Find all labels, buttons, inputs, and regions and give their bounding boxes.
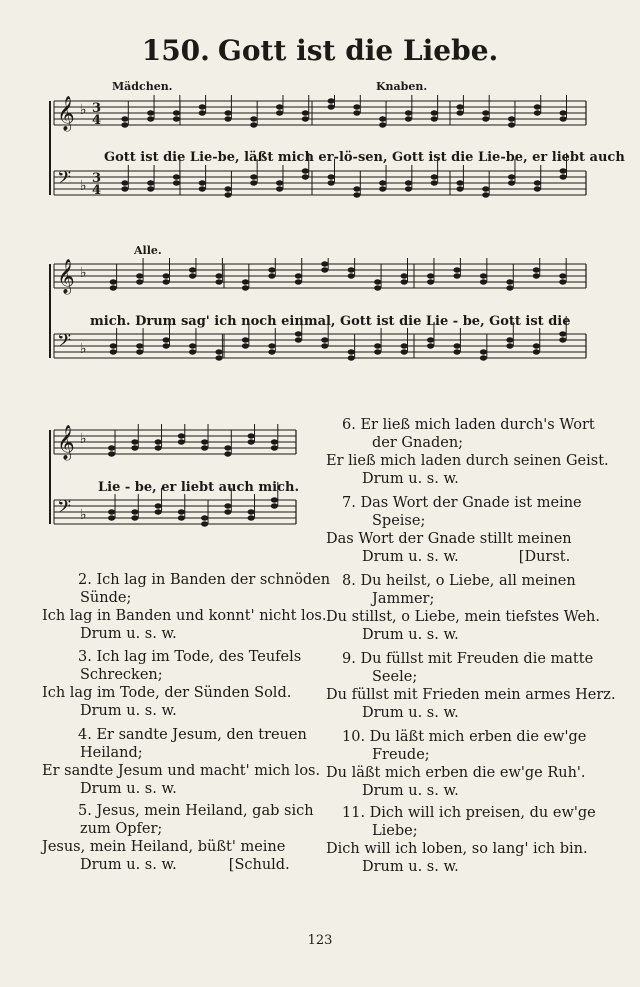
note-head [353, 192, 360, 197]
note-head [136, 279, 143, 284]
note-head [508, 122, 515, 127]
note-head [506, 285, 513, 290]
bass-clef-icon: 𝄢 [57, 168, 72, 193]
note-head [201, 515, 208, 520]
note-head [405, 186, 412, 191]
verse-11: 11. Dich will ich preisen, du ew'ge Liebe; Dich will ich loben, so lang' ich bin. Drum u. s. w. [326, 805, 596, 875]
note-head [427, 343, 434, 348]
note-head [121, 180, 128, 185]
note-head [348, 273, 355, 278]
note-head [508, 174, 515, 179]
note-head [163, 273, 170, 278]
page-number: 123 [307, 933, 333, 948]
note-head [215, 279, 222, 284]
flat-icon: ♭ [80, 265, 87, 281]
verse-6: 6. Er ließ mich laden durch's Wort der Gnaden; Er ließ mich laden durch seinen Geist. Drum u. s. w. [326, 417, 609, 487]
note-head [374, 343, 381, 348]
note-head [224, 192, 231, 197]
note-head [201, 445, 208, 450]
note-head [321, 261, 328, 266]
note-head [456, 104, 463, 109]
note-head [178, 509, 185, 514]
note-head [427, 337, 434, 342]
note-head [224, 186, 231, 191]
note-head [271, 503, 278, 508]
note-head [431, 116, 438, 121]
note-head [224, 445, 231, 450]
note-head [268, 343, 275, 348]
note-head [199, 110, 206, 115]
note-head [295, 273, 302, 278]
note-head [248, 509, 255, 514]
note-head [321, 343, 328, 348]
note-head [250, 174, 257, 179]
lyric-line-3: Lie - be, er liebt auch mich. [98, 480, 299, 495]
note-head [155, 503, 162, 508]
note-head [453, 343, 460, 348]
note-head [534, 104, 541, 109]
note-head [506, 279, 513, 284]
note-head [199, 180, 206, 185]
note-head [178, 433, 185, 438]
note-head [201, 521, 208, 526]
flat-icon: ♭ [80, 102, 87, 118]
note-head [276, 186, 283, 191]
note-head [248, 433, 255, 438]
note-head [110, 343, 117, 348]
note-head [110, 349, 117, 354]
note-head [534, 186, 541, 191]
note-head [374, 285, 381, 290]
note-head [189, 267, 196, 272]
voice-label-maedchen: Mädchen. [112, 80, 173, 93]
note-head [108, 509, 115, 514]
note-head [533, 349, 540, 354]
note-head [131, 439, 138, 444]
note-head [131, 509, 138, 514]
note-head [534, 110, 541, 115]
treble-clef-icon: 𝄞 [57, 96, 75, 131]
note-head [242, 279, 249, 284]
note-head [560, 110, 567, 115]
verse-3: 3. Ich lag im Tode, des Teufels Schrecken; Ich lag im Tode, der Sünden Sold. Drum u. s. w. [42, 649, 302, 719]
verse-5: 5. Jesus, mein Heiland, gab sich zum Opfer; Jesus, mein Heiland, büßt' meine Drum u. s. w. [Schuld. [42, 803, 314, 873]
note-head [155, 439, 162, 444]
note-head [201, 439, 208, 444]
note-head [328, 98, 335, 103]
note-head [108, 445, 115, 450]
note-head [401, 273, 408, 278]
note-head [163, 343, 170, 348]
note-head [163, 279, 170, 284]
note-head [268, 267, 275, 272]
note-head [302, 110, 309, 115]
note-head [482, 192, 489, 197]
note-head [379, 122, 386, 127]
note-head [131, 445, 138, 450]
note-head [559, 279, 566, 284]
hymn-number: 150. [141, 34, 210, 67]
note-head [480, 355, 487, 360]
flat-icon: ♭ [80, 341, 87, 357]
note-head [427, 273, 434, 278]
note-head [321, 337, 328, 342]
verse-9: 9. Du füllst mit Freuden die matte Seele; Du füllst mit Frieden mein armes Herz. Drum u. s. w. [326, 651, 616, 721]
note-head [431, 110, 438, 115]
bass-clef-icon: 𝄢 [57, 331, 72, 356]
note-head [508, 180, 515, 185]
note-head [353, 110, 360, 115]
note-head [215, 273, 222, 278]
note-head [482, 110, 489, 115]
note-head [508, 116, 515, 121]
note-head [559, 273, 566, 278]
note-head [453, 267, 460, 272]
verse-4: 4. Er sandte Jesum, den treuen Heiland; Er sandte Jesum und macht' mich los. Drum u. s. w. [42, 727, 321, 797]
note-head [224, 503, 231, 508]
verse-8: 8. Du heilst, o Liebe, all meinen Jammer; Du stillst, o Liebe, mein tiefstes Weh. Drum u. s. w. [326, 573, 600, 643]
flat-icon: ♭ [80, 178, 87, 194]
note-head [453, 273, 460, 278]
note-head [401, 343, 408, 348]
hymn-title-text: Gott ist die Liebe. [217, 34, 499, 67]
note-head [250, 180, 257, 185]
note-head [379, 186, 386, 191]
verse-7: 7. Das Wort der Gnade ist meine Speise; Das Wort der Gnade stillt meinen Drum u. s. w. [Durst. [326, 495, 582, 565]
note-head [250, 122, 257, 127]
note-head [405, 180, 412, 185]
note-head [482, 116, 489, 121]
note-head [224, 509, 231, 514]
note-head [147, 180, 154, 185]
note-head [271, 445, 278, 450]
verse-2: 2. Ich lag in Banden der schnöden Sünde; Ich lag in Banden und konnt' nicht los. Drum u. s. w. [42, 572, 331, 642]
note-head [224, 110, 231, 115]
note-head [321, 267, 328, 272]
voice-label-knaben: Knaben. [376, 80, 428, 93]
note-head [405, 110, 412, 115]
note-head [147, 186, 154, 191]
note-head [559, 331, 566, 336]
note-head [480, 279, 487, 284]
note-head [560, 168, 567, 173]
time-signature: 3 [92, 101, 102, 116]
note-head [560, 116, 567, 121]
note-head [199, 186, 206, 191]
flat-icon: ♭ [80, 431, 87, 447]
note-head [328, 174, 335, 179]
note-head [173, 174, 180, 179]
note-head [401, 279, 408, 284]
note-head [242, 337, 249, 342]
lyric-line-1: Gott ist die Lie-be, läßt mich er-lö-sen, Gott ist die Lie-be, er liebt auch [104, 150, 625, 165]
note-head [248, 439, 255, 444]
note-head [189, 273, 196, 278]
note-head [224, 451, 231, 456]
note-head [215, 349, 222, 354]
note-head [110, 285, 117, 290]
note-head [136, 349, 143, 354]
note-head [147, 110, 154, 115]
note-head [276, 104, 283, 109]
bass-clef-icon: 𝄢 [57, 497, 72, 522]
note-head [189, 343, 196, 348]
note-head [163, 337, 170, 342]
treble-clef-icon: 𝄞 [57, 259, 75, 294]
note-head [506, 343, 513, 348]
note-head [456, 180, 463, 185]
note-head [302, 168, 309, 173]
note-head [534, 180, 541, 185]
time-signature: 4 [92, 183, 102, 198]
note-head [353, 104, 360, 109]
note-head [405, 116, 412, 121]
note-head [374, 349, 381, 354]
note-head [295, 279, 302, 284]
note-head [480, 273, 487, 278]
time-signature: 4 [92, 113, 102, 128]
note-head [506, 337, 513, 342]
note-head [348, 355, 355, 360]
note-head [108, 451, 115, 456]
note-head [147, 116, 154, 121]
note-head [136, 343, 143, 348]
lyric-line-2: mich. Drum sag' ich noch einmal, Gott ist die Lie - be, Gott ist die [90, 314, 571, 329]
note-head [427, 279, 434, 284]
note-head [560, 174, 567, 179]
note-head [431, 174, 438, 179]
note-head [173, 110, 180, 115]
note-head [131, 515, 138, 520]
note-head [268, 273, 275, 278]
note-head [328, 180, 335, 185]
note-head [189, 349, 196, 354]
note-head [533, 267, 540, 272]
time-signature: 3 [92, 171, 102, 186]
note-head [379, 180, 386, 185]
note-head [456, 186, 463, 191]
note-head [453, 349, 460, 354]
flat-icon: ♭ [80, 507, 87, 523]
note-head [173, 180, 180, 185]
note-head [248, 515, 255, 520]
note-head [110, 279, 117, 284]
treble-clef-icon: 𝄞 [57, 425, 75, 460]
note-head [480, 349, 487, 354]
note-head [199, 104, 206, 109]
note-head [178, 515, 185, 520]
note-head [353, 186, 360, 191]
note-head [348, 349, 355, 354]
note-head [295, 337, 302, 342]
note-head [374, 279, 381, 284]
note-head [533, 273, 540, 278]
note-head [250, 116, 257, 121]
note-head [533, 343, 540, 348]
note-head [242, 343, 249, 348]
note-head [559, 337, 566, 342]
note-head [121, 122, 128, 127]
note-head [136, 273, 143, 278]
note-head [456, 110, 463, 115]
verse-10: 10. Du läßt mich erben die ew'ge Freude; Du läßt mich erben die ew'ge Ruh'. Drum u. s. w. [326, 729, 587, 799]
note-head [348, 267, 355, 272]
note-head [271, 497, 278, 502]
note-head [268, 349, 275, 354]
note-head [302, 116, 309, 121]
note-head [108, 515, 115, 520]
note-head [482, 186, 489, 191]
hymn-title [0, 34, 640, 67]
note-head [155, 509, 162, 514]
note-head [295, 331, 302, 336]
note-head [379, 116, 386, 121]
note-head [431, 180, 438, 185]
note-head [121, 186, 128, 191]
note-head [276, 180, 283, 185]
voice-label-alle: Alle. [134, 244, 162, 257]
note-head [242, 285, 249, 290]
note-head [302, 174, 309, 179]
note-head [178, 439, 185, 444]
note-head [121, 116, 128, 121]
note-head [401, 349, 408, 354]
note-head [224, 116, 231, 121]
note-head [328, 104, 335, 109]
note-head [155, 445, 162, 450]
note-head [276, 110, 283, 115]
note-head [271, 439, 278, 444]
note-head [215, 355, 222, 360]
note-head [173, 116, 180, 121]
